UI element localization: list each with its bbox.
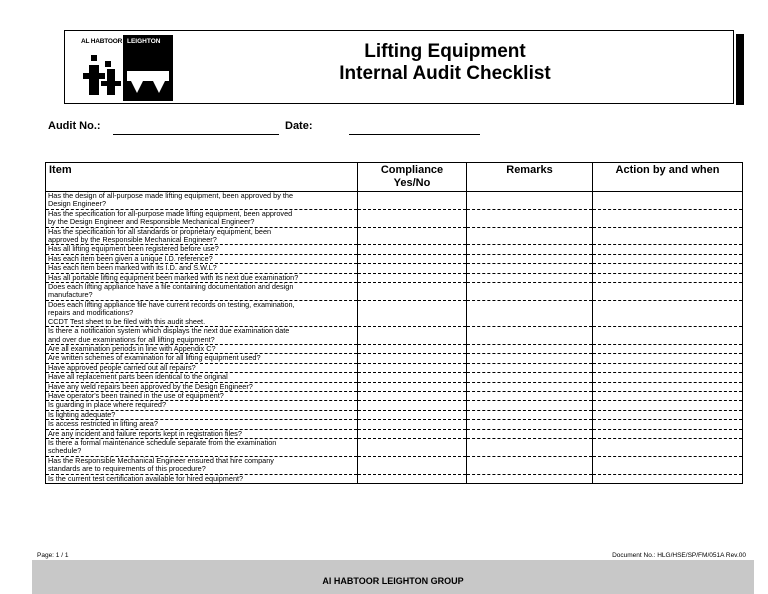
compliance-cell[interactable] xyxy=(358,227,467,245)
compliance-cell[interactable] xyxy=(358,474,467,483)
checklist-item-text: Has the design of all-purpose made lifting equipment, been approved by the Design Engineer? xyxy=(46,192,358,210)
checklist-table xyxy=(45,162,743,484)
remarks-cell[interactable] xyxy=(467,273,593,282)
table-row xyxy=(46,438,743,456)
checklist-item-text: Is guarding in place where required? xyxy=(46,401,358,410)
remarks-cell[interactable] xyxy=(467,245,593,254)
table-row xyxy=(46,420,743,429)
action-cell[interactable] xyxy=(593,456,743,474)
compliance-cell[interactable] xyxy=(358,264,467,273)
checklist-item-text: Has all portable lifting equipment been marked with its next due examination? xyxy=(46,273,358,282)
company-logo xyxy=(81,35,173,99)
compliance-cell[interactable] xyxy=(358,382,467,391)
action-cell[interactable] xyxy=(593,273,743,282)
checklist-item-text: Has each item been marked with its I.D. and S.W.L? xyxy=(46,264,358,273)
checklist-item-text: Has the specification for all standards or proprietary equipment, been approved by the Responsible Mechanical Engineer? xyxy=(46,227,358,245)
compliance-cell[interactable] xyxy=(358,354,467,363)
remarks-cell[interactable] xyxy=(467,264,593,273)
checklist-item-text: Have any weld repairs been approved by the Design Engineer? xyxy=(46,382,358,391)
compliance-cell[interactable] xyxy=(358,401,467,410)
logo-right-text: LEIGHTON xyxy=(127,38,161,45)
footer-company-name: Al HABTOOR LEIGHTON GROUP xyxy=(322,576,464,586)
compliance-header xyxy=(358,163,467,192)
remarks-cell[interactable] xyxy=(467,410,593,419)
table-row xyxy=(46,264,743,273)
checklist-body xyxy=(46,192,743,484)
action-header: Action by and when xyxy=(593,163,743,192)
action-cell[interactable] xyxy=(593,354,743,363)
action-cell[interactable] xyxy=(593,245,743,254)
action-cell[interactable] xyxy=(593,438,743,456)
action-cell[interactable] xyxy=(593,344,743,353)
checklist-item-text: Have approved people carried out all repairs? xyxy=(46,363,358,372)
item-header: Item xyxy=(46,163,358,192)
table-row xyxy=(46,401,743,410)
audit-no-label: Audit No.: xyxy=(48,120,101,132)
table-row xyxy=(46,209,743,227)
table-row xyxy=(46,456,743,474)
action-cell[interactable] xyxy=(593,264,743,273)
footer-document-number: Document No.: HLG/HSE/SP/FM/051A Rev.00 xyxy=(612,552,746,559)
compliance-cell[interactable] xyxy=(358,363,467,372)
table-row xyxy=(46,474,743,483)
remarks-cell[interactable] xyxy=(467,344,593,353)
remarks-header: Remarks xyxy=(467,163,593,192)
checklist-item-text: Are any incident and failure reports kept in registration files? xyxy=(46,429,358,438)
compliance-cell[interactable] xyxy=(358,344,467,353)
checklist-item-text: Have operator's been trained in the use of equipment? xyxy=(46,391,358,400)
checklist-item-text: Have all replacement parts been identical to the original xyxy=(46,373,358,382)
table-header-row xyxy=(46,163,743,192)
checklist-item-text: Has the Responsible Mechanical Engineer ensured that hire company standards are to requirements of this procedure? xyxy=(46,456,358,474)
checklist-item-text: Is there a notification system which displays the next due examination date and over due examinations for all lifting equipment? xyxy=(46,327,358,345)
remarks-cell[interactable] xyxy=(467,327,593,345)
remarks-cell[interactable] xyxy=(467,420,593,429)
logo-left-text: AL HABTOOR xyxy=(81,38,123,45)
checklist-item-text: Is lighting adequate? xyxy=(46,410,358,419)
checklist-item-text: Does each lifting appliance file have current records on testing, examination, repairs and modifications? CCDT Test sheet to be filed with this audit sheet. xyxy=(46,300,358,326)
action-cell[interactable] xyxy=(593,373,743,382)
remarks-cell[interactable] xyxy=(467,300,593,326)
footer-band xyxy=(32,560,754,594)
remarks-cell[interactable] xyxy=(467,391,593,400)
date-label: Date: xyxy=(285,120,313,132)
table-row xyxy=(46,300,743,326)
compliance-cell[interactable] xyxy=(358,254,467,263)
title-line-2: Internal Audit Checklist xyxy=(339,63,551,84)
action-cell[interactable] xyxy=(593,420,743,429)
action-cell[interactable] xyxy=(593,227,743,245)
remarks-cell[interactable] xyxy=(467,283,593,301)
remarks-cell[interactable] xyxy=(467,456,593,474)
remarks-cell[interactable] xyxy=(467,382,593,391)
remarks-cell[interactable] xyxy=(467,227,593,245)
checklist-item-text: Is there a formal maintenance schedule separate from the examination schedule? xyxy=(46,438,358,456)
compliance-cell[interactable] xyxy=(358,391,467,400)
action-cell[interactable] xyxy=(593,410,743,419)
compliance-cell[interactable] xyxy=(358,209,467,227)
table-row xyxy=(46,227,743,245)
remarks-cell[interactable] xyxy=(467,192,593,210)
header-box xyxy=(64,30,734,104)
compliance-header-line-2: Yes/No xyxy=(393,177,431,189)
compliance-cell[interactable] xyxy=(358,410,467,419)
compliance-cell[interactable] xyxy=(358,283,467,301)
remarks-cell[interactable] xyxy=(467,429,593,438)
checklist-item-text: Has each item been given a unique I.D. reference? xyxy=(46,254,358,263)
logo-right-block xyxy=(123,35,173,101)
remarks-cell[interactable] xyxy=(467,363,593,372)
compliance-cell[interactable] xyxy=(358,327,467,345)
compliance-cell[interactable] xyxy=(358,300,467,326)
remarks-cell[interactable] xyxy=(467,474,593,483)
remarks-cell[interactable] xyxy=(467,209,593,227)
action-cell[interactable] xyxy=(593,391,743,400)
remarks-cell[interactable] xyxy=(467,438,593,456)
audit-no-field[interactable] xyxy=(113,134,279,135)
checklist-item-text: Is access restricted in lifting area? xyxy=(46,420,358,429)
footer-page-number: Page: 1 / 1 xyxy=(37,552,69,559)
action-cell[interactable] xyxy=(593,300,743,326)
logo-figure-icon xyxy=(83,53,121,99)
compliance-cell[interactable] xyxy=(358,245,467,254)
title-line-1: Lifting Equipment xyxy=(364,41,526,62)
checklist-item-text: Are written schemes of examination for all lifting equipment used? xyxy=(46,354,358,363)
compliance-cell[interactable] xyxy=(358,192,467,210)
checklist-item-text: Has the specification for all-purpose made lifting equipment, been approved by the Design Engineer and Responsible Mechanical Engineer? xyxy=(46,209,358,227)
compliance-cell[interactable] xyxy=(358,429,467,438)
action-cell[interactable] xyxy=(593,327,743,345)
action-cell[interactable] xyxy=(593,254,743,263)
date-field[interactable] xyxy=(349,134,480,135)
table-row xyxy=(46,354,743,363)
table-row xyxy=(46,192,743,210)
action-cell[interactable] xyxy=(593,192,743,210)
remarks-cell[interactable] xyxy=(467,354,593,363)
checklist-item-text: Is the current test certification available for hired equipment? xyxy=(46,474,358,483)
table-row xyxy=(46,373,743,382)
header-side-bar xyxy=(736,34,744,105)
remarks-cell[interactable] xyxy=(467,401,593,410)
checklist-item-text: Are all examination periods in line with Appendix C? xyxy=(46,344,358,353)
compliance-cell[interactable] xyxy=(358,456,467,474)
document-title xyxy=(255,41,635,85)
remarks-cell[interactable] xyxy=(467,254,593,263)
compliance-cell[interactable] xyxy=(358,373,467,382)
action-cell[interactable] xyxy=(593,283,743,301)
table-row xyxy=(46,327,743,345)
compliance-header-line-1: Compliance xyxy=(380,164,444,176)
action-cell[interactable] xyxy=(593,363,743,372)
remarks-cell[interactable] xyxy=(467,373,593,382)
compliance-cell[interactable] xyxy=(358,420,467,429)
action-cell[interactable] xyxy=(593,474,743,483)
action-cell[interactable] xyxy=(593,209,743,227)
action-cell[interactable] xyxy=(593,382,743,391)
action-cell[interactable] xyxy=(593,429,743,438)
compliance-cell[interactable] xyxy=(358,273,467,282)
table-row xyxy=(46,245,743,254)
checklist-item-text: Has all lifting equipment been registered before use? xyxy=(46,245,358,254)
compliance-cell[interactable] xyxy=(358,438,467,456)
logo-bridge-icon xyxy=(127,63,169,97)
table-row xyxy=(46,283,743,301)
checklist-item-text: Does each lifting appliance have a file containing documentation and design manufacture? xyxy=(46,283,358,301)
action-cell[interactable] xyxy=(593,401,743,410)
